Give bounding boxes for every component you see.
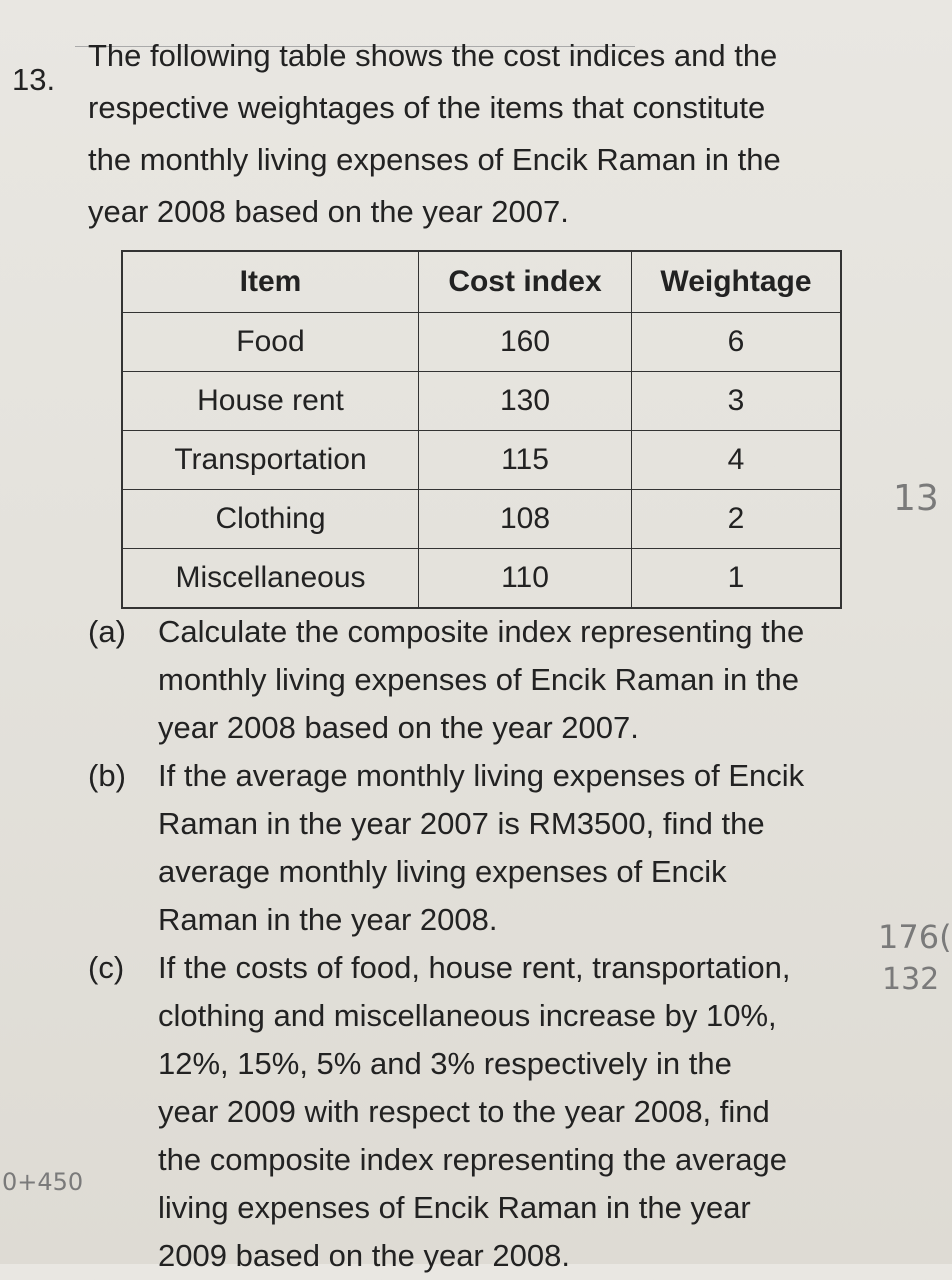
question-number: 13. [12,62,56,97]
intro-line: The following table shows the cost indices and the [88,38,778,73]
part-line: year 2009 with respect to the year 2008, find [158,1094,770,1129]
part-line: the composite index representing the average [158,1142,788,1177]
intro-line: respective weightages of the items that constitute [88,90,766,125]
header-cost-index: Cost index [419,251,632,313]
part-a [88,608,888,752]
part-line: Raman in the year 2008. [158,902,498,937]
table-header-row [122,251,841,313]
cell-item: Transportation [122,431,419,490]
cost-index-table [121,250,842,609]
handwritten-note: 132 [882,962,940,997]
table-row [122,431,841,490]
handwritten-note: 176( [878,918,952,956]
part-c [88,944,888,1280]
cell-weightage: 4 [632,431,842,490]
cell-item: Miscellaneous [122,549,419,609]
cell-cost-index: 115 [419,431,632,490]
part-line: living expenses of Encik Raman in the year [158,1190,751,1225]
intro-line: year 2008 based on the year 2007. [88,194,569,229]
cell-weightage: 3 [632,372,842,431]
handwritten-note: 13 [893,478,939,519]
cell-cost-index: 108 [419,490,632,549]
table-row [122,490,841,549]
cell-item: House rent [122,372,419,431]
table-row [122,549,841,609]
part-label: (c) [88,950,125,985]
part-line: 12%, 15%, 5% and 3% respectively in the [158,1046,732,1081]
part-line: If the average monthly living expenses of Encik [158,758,805,793]
part-label: (a) [88,614,126,649]
part-line: clothing and miscellaneous increase by 10%, [158,998,777,1033]
cell-weightage: 6 [632,313,842,372]
cell-cost-index: 160 [419,313,632,372]
header-item: Item [122,251,419,313]
part-b [88,752,888,944]
table-row [122,372,841,431]
part-text [158,608,888,752]
part-line: Raman in the year 2007 is RM3500, find the [158,806,765,841]
part-line: monthly living expenses of Encik Raman in the [158,662,799,697]
cell-weightage: 1 [632,549,842,609]
part-text [158,944,888,1280]
cell-item: Clothing [122,490,419,549]
part-line: 2009 based on the year 2008. [158,1238,570,1273]
cell-cost-index: 110 [419,549,632,609]
part-label: (b) [88,758,126,793]
cell-item: Food [122,313,419,372]
part-line: year 2008 based on the year 2007. [158,710,639,745]
part-line: If the costs of food, house rent, transportation, [158,950,791,985]
table-row [122,313,841,372]
part-text [158,752,888,944]
part-line: average monthly living expenses of Encik [158,854,727,889]
question-parts [88,608,888,1280]
intro-line: the monthly living expenses of Encik Raman in the [88,142,781,177]
header-weightage: Weightage [632,251,842,313]
cell-cost-index: 130 [419,372,632,431]
cell-weightage: 2 [632,490,842,549]
question-intro [88,30,888,238]
handwritten-note: 0+450 [2,1168,84,1196]
part-line: Calculate the composite index representing the [158,614,805,649]
